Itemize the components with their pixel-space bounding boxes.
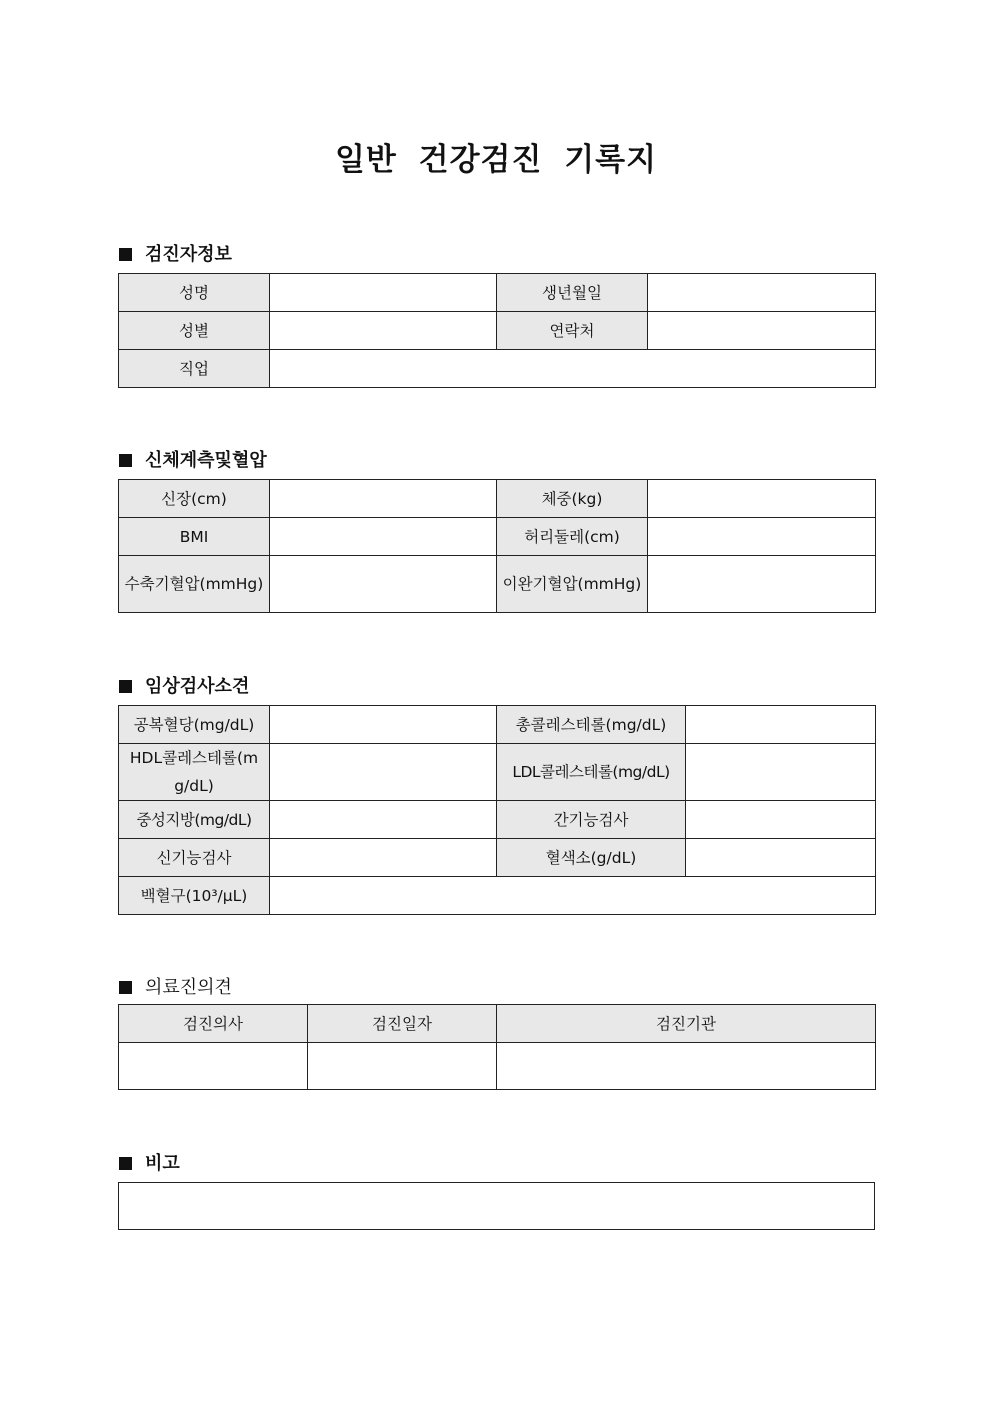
notes-table — [118, 1182, 875, 1230]
waist-field[interactable] — [648, 518, 876, 556]
job-field[interactable] — [270, 350, 876, 388]
square-bullet-icon — [119, 680, 132, 693]
section-title: 비고 — [145, 1153, 180, 1174]
section-heading-info — [119, 240, 232, 266]
section-heading-lab — [119, 672, 249, 698]
glucose-field[interactable] — [270, 706, 497, 744]
section-title: 신체계측및혈압 — [145, 450, 267, 471]
doctor-label: 검진의사 — [119, 1005, 308, 1043]
body-table — [118, 479, 876, 613]
cholesterol-field[interactable] — [686, 706, 876, 744]
ldl-label: LDL콜레스테롤(mg/dL) — [497, 744, 686, 801]
name-label: 성명 — [119, 274, 270, 312]
bmi-label: BMI — [119, 518, 270, 556]
opinion-table — [118, 1004, 876, 1090]
birth-field[interactable] — [648, 274, 876, 312]
institution-field[interactable] — [497, 1043, 876, 1090]
section-title: 임상검사소견 — [145, 676, 250, 697]
info-table — [118, 273, 876, 388]
bmi-field[interactable] — [270, 518, 497, 556]
weight-field[interactable] — [648, 480, 876, 518]
ldl-field[interactable] — [686, 744, 876, 801]
date-label: 검진일자 — [308, 1005, 497, 1043]
doctor-field[interactable] — [119, 1043, 308, 1090]
phone-label: 연락처 — [497, 312, 648, 350]
name-field[interactable] — [270, 274, 497, 312]
sex-field[interactable] — [270, 312, 497, 350]
job-label: 직업 — [119, 350, 270, 388]
hemoglobin-label: 혈색소(g/dL) — [497, 839, 686, 877]
hdl-label: HDL콜레스테롤(mg/dL) — [119, 744, 270, 801]
phone-field[interactable] — [648, 312, 876, 350]
birth-label: 생년월일 — [497, 274, 648, 312]
kidney-label: 신기능검사 — [119, 839, 270, 877]
institution-label: 검진기관 — [497, 1005, 876, 1043]
height-field[interactable] — [270, 480, 497, 518]
sbp-field[interactable] — [270, 556, 497, 613]
triglyceride-label: 중성지방(mg/dL) — [119, 801, 270, 839]
square-bullet-icon — [119, 248, 132, 261]
sbp-label: 수축기혈압(mmHg) — [119, 556, 270, 613]
section-heading-opinion — [119, 973, 232, 999]
hemoglobin-field[interactable] — [686, 839, 876, 877]
square-bullet-icon — [119, 981, 132, 994]
section-title: 검진자정보 — [145, 244, 232, 265]
date-field[interactable] — [308, 1043, 497, 1090]
page-title: 일반 건강검진 기록지 — [334, 142, 658, 178]
sex-label: 성별 — [119, 312, 270, 350]
cholesterol-label: 총콜레스테롤(mg/dL) — [497, 706, 686, 744]
kidney-field[interactable] — [270, 839, 497, 877]
section-heading-notes — [119, 1149, 180, 1175]
section-title: 의료진의견 — [145, 977, 232, 998]
liver-field[interactable] — [686, 801, 876, 839]
hdl-field[interactable] — [270, 744, 497, 801]
height-label: 신장(cm) — [119, 480, 270, 518]
dbp-label: 이완기혈압(mmHg) — [497, 556, 648, 613]
dbp-field[interactable] — [648, 556, 876, 613]
section-heading-body — [119, 446, 267, 472]
weight-label: 체중(kg) — [497, 480, 648, 518]
lab-table — [118, 705, 876, 915]
wbc-label: 백혈구(10³/μL) — [119, 877, 270, 915]
triglyceride-field[interactable] — [270, 801, 497, 839]
wbc-field[interactable] — [270, 877, 876, 915]
glucose-label: 공복혈당(mg/dL) — [119, 706, 270, 744]
square-bullet-icon — [119, 454, 132, 467]
waist-label: 허리둘레(cm) — [497, 518, 648, 556]
liver-label: 간기능검사 — [497, 801, 686, 839]
notes-field[interactable] — [119, 1183, 875, 1230]
square-bullet-icon — [119, 1157, 132, 1170]
